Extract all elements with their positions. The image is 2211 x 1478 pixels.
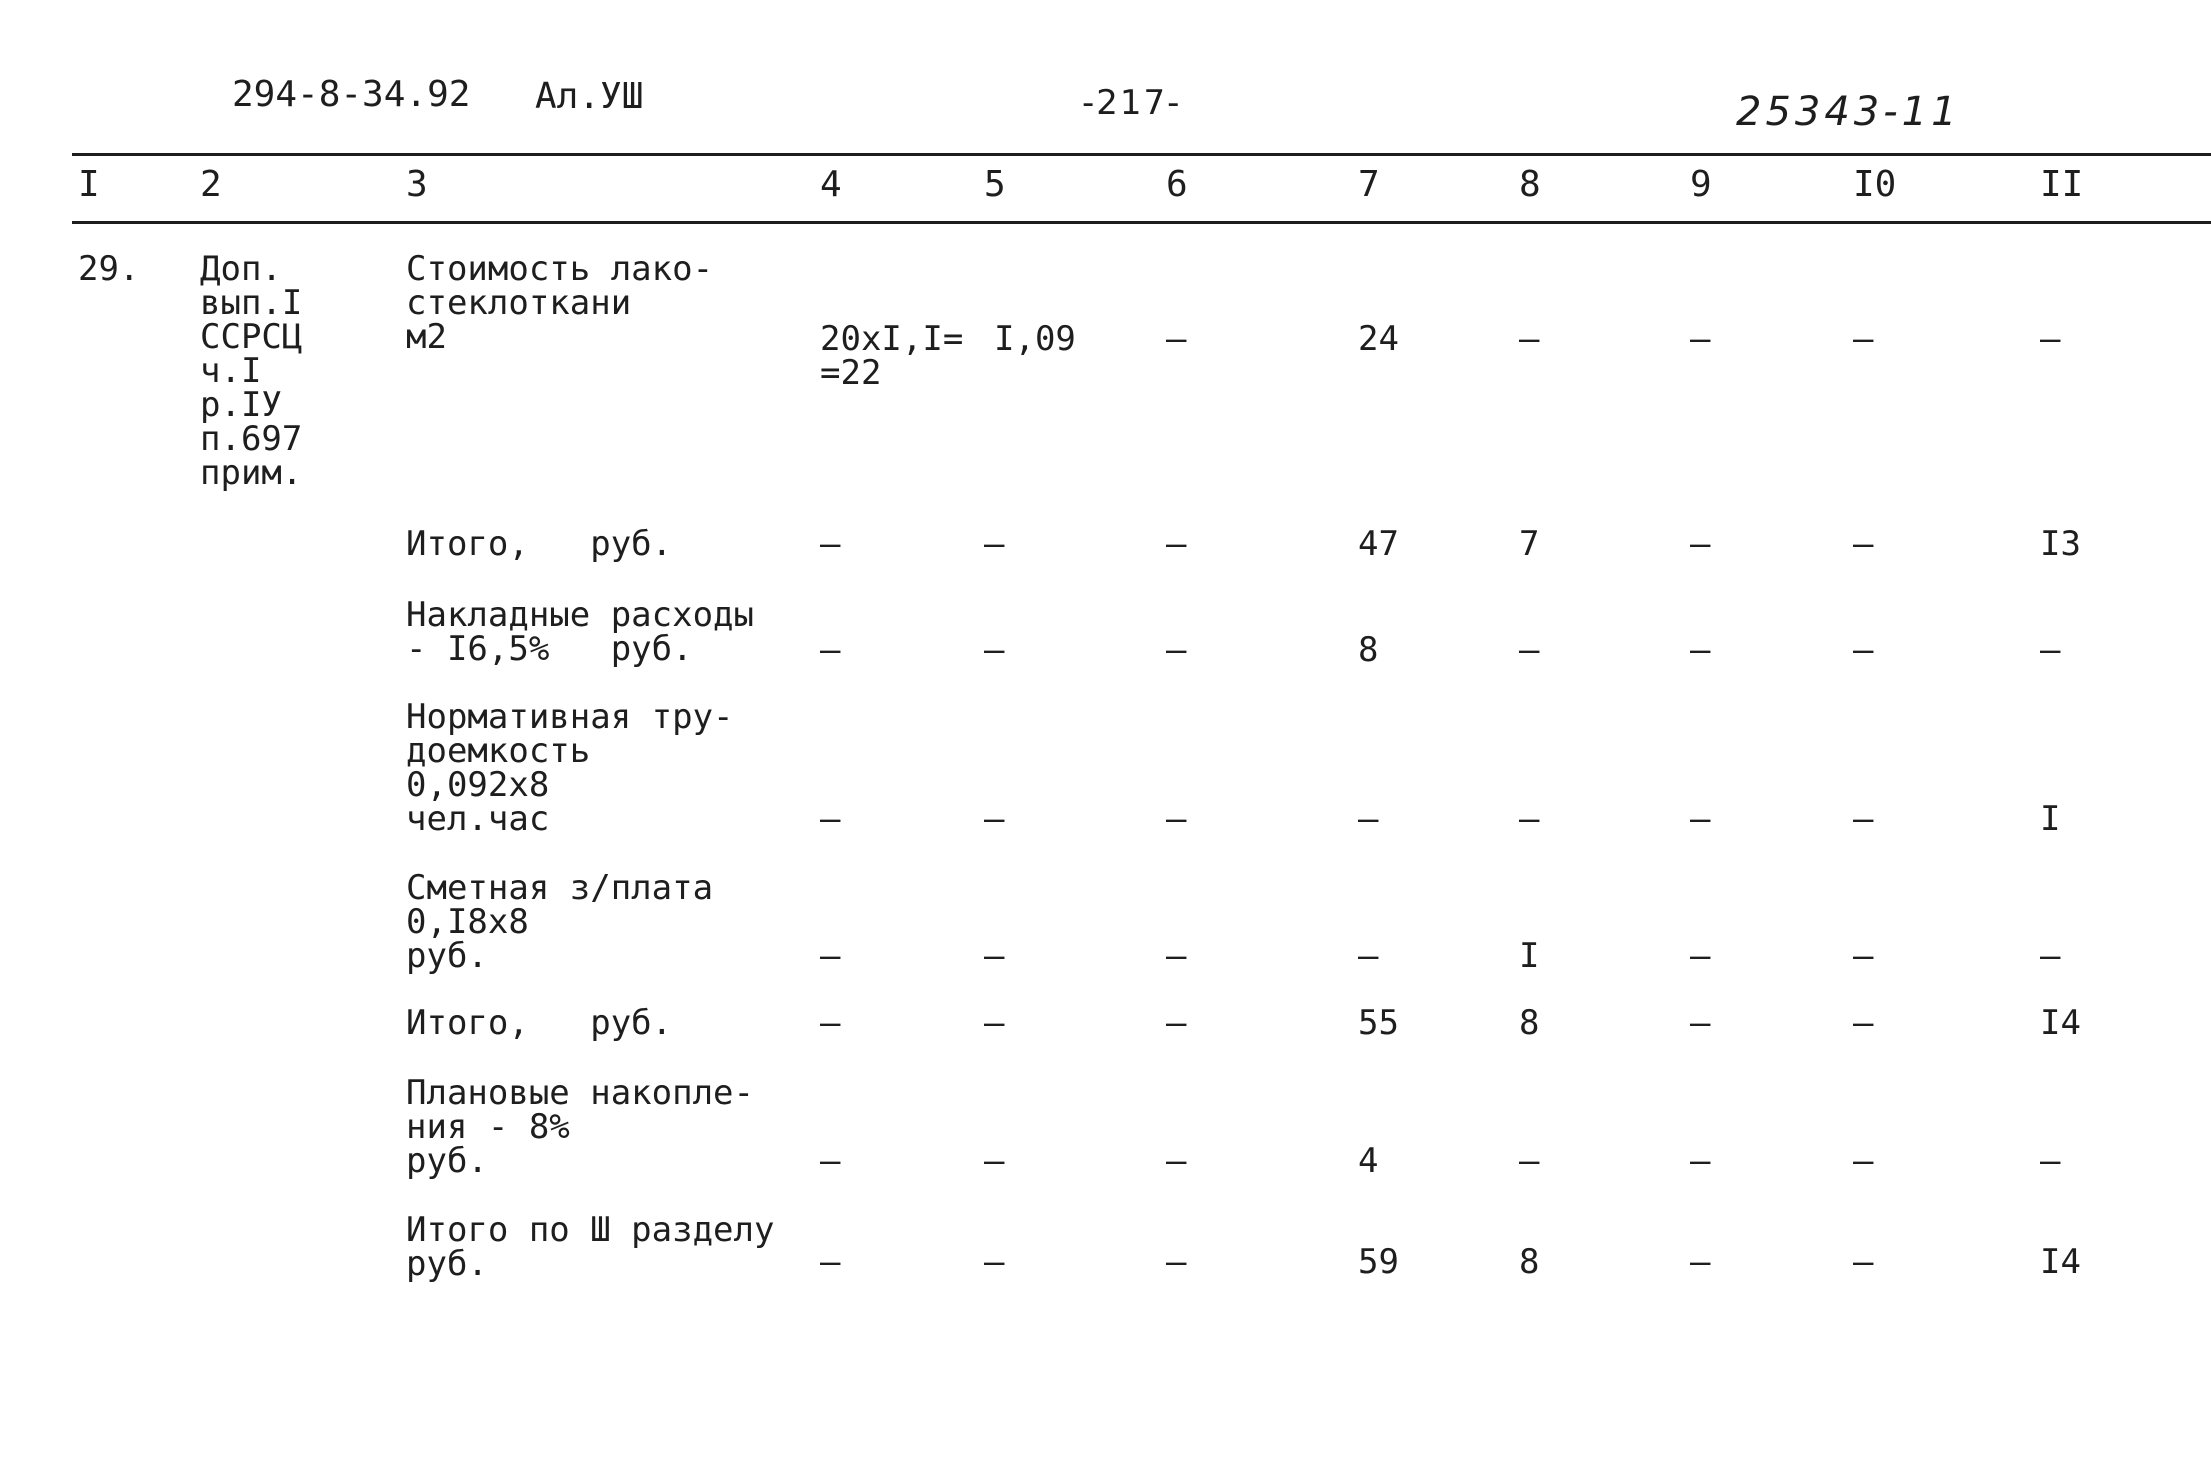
cell-col10: – — [1853, 1141, 1874, 1181]
cell-col10: – — [1853, 799, 1874, 839]
cell-col5: – — [984, 524, 1005, 564]
cell-col4: – — [820, 936, 841, 976]
row-description: Плановые накопле- ния - 8% руб. — [406, 1073, 754, 1181]
cell-col4: – — [820, 524, 841, 564]
cell-col4: – — [820, 1003, 841, 1043]
row-description: Итого, руб. — [406, 524, 673, 564]
cell-col8: 8 — [1519, 1242, 1540, 1282]
cell-col11: – — [2040, 630, 2061, 670]
cell-col10: – — [1853, 1242, 1874, 1282]
cell-col11: I4 — [2040, 1242, 2081, 1282]
cell-col6: – — [1166, 1003, 1187, 1043]
cell-col10: – — [1853, 936, 1874, 976]
cell-col7: 8 — [1358, 630, 1379, 670]
item-reference: Доп. вып.I ССРСЦ ч.I р.IУ п.697 прим. — [200, 249, 303, 493]
cell-col10: – — [1853, 319, 1874, 359]
row-description: Итого по Ш разделу руб. — [406, 1210, 775, 1284]
cell-col7: – — [1358, 936, 1379, 976]
cell-col7: 59 — [1358, 1242, 1399, 1282]
cell-col9: – — [1690, 936, 1711, 976]
cell-col9: – — [1690, 524, 1711, 564]
column-header: 2 — [200, 164, 222, 205]
cell-col8: – — [1519, 799, 1540, 839]
cell-col10: – — [1853, 524, 1874, 564]
cell-col5: – — [984, 936, 1005, 976]
cell-col6: – — [1166, 1141, 1187, 1181]
cell-col7: 24 — [1358, 319, 1399, 359]
cell-col8: 8 — [1519, 1003, 1540, 1043]
cell-col9: – — [1690, 1141, 1711, 1181]
cell-col6: – — [1166, 1242, 1187, 1282]
cell-col6: – — [1166, 524, 1187, 564]
row-description: Нормативная тру- доемкость 0,092х8 чел.час — [406, 697, 734, 839]
cell-col11: I3 — [2040, 524, 2081, 564]
cell-col11: – — [2040, 319, 2061, 359]
column-header: 3 — [406, 164, 428, 205]
document-number: 25343-11 — [1736, 89, 1961, 135]
cell-col11: I — [2040, 799, 2061, 839]
column-header: I — [78, 164, 100, 205]
row-description: Стоимость лако- стеклоткани м2 — [406, 249, 714, 357]
cell-col8: – — [1519, 630, 1540, 670]
document-code: 294-8-34.92 — [232, 74, 471, 115]
cell-col7: 47 — [1358, 524, 1399, 564]
cell-col4: – — [820, 630, 841, 670]
cell-col10: – — [1853, 1003, 1874, 1043]
cell-col11: – — [2040, 936, 2061, 976]
cell-col8: – — [1519, 1141, 1540, 1181]
cell-col11: I4 — [2040, 1003, 2081, 1043]
album-label: Ал.УШ — [535, 76, 644, 117]
cell-col4: – — [820, 799, 841, 839]
cell-col9: – — [1690, 799, 1711, 839]
cell-col7: 55 — [1358, 1003, 1399, 1043]
cell-col11: – — [2040, 1141, 2061, 1181]
column-header: II — [2040, 164, 2084, 205]
cell-col5: – — [984, 1003, 1005, 1043]
column-header: 6 — [1166, 164, 1188, 205]
cell-col9: – — [1690, 630, 1711, 670]
column-header: 7 — [1358, 164, 1380, 205]
cell-col8: 7 — [1519, 524, 1540, 564]
cell-col6: – — [1166, 630, 1187, 670]
cell-col7: – — [1358, 799, 1379, 839]
item-number: 29. — [78, 249, 140, 289]
cell-col7: 4 — [1358, 1141, 1379, 1181]
cell-col5: – — [984, 630, 1005, 670]
table-top-rule — [72, 153, 2211, 156]
page-number: -217- — [1082, 83, 1182, 123]
cell-col5: – — [984, 799, 1005, 839]
cell-col9: – — [1690, 319, 1711, 359]
table-header-rule — [72, 221, 2211, 224]
cell-col10: – — [1853, 630, 1874, 670]
cell-col4: – — [820, 1242, 841, 1282]
cell-col6: – — [1166, 936, 1187, 976]
cell-col5: – — [984, 1242, 1005, 1282]
column-header: I0 — [1853, 164, 1897, 205]
cell-col8: – — [1519, 319, 1540, 359]
cell-col4: – — [820, 1141, 841, 1181]
column-header: 8 — [1519, 164, 1541, 205]
cell-col8: I — [1519, 936, 1540, 976]
cell-col9: – — [1690, 1003, 1711, 1043]
row-description: Сметная з/плата 0,I8х8 руб. — [406, 868, 714, 976]
column-header: 4 — [820, 164, 842, 205]
row-description: Итого, руб. — [406, 1003, 673, 1043]
cell-col6: – — [1166, 319, 1187, 359]
cell-col4: 20хI,I= =22 — [820, 319, 964, 393]
cell-col6: – — [1166, 799, 1187, 839]
cell-col5: – — [984, 1141, 1005, 1181]
row-description: Накладные расходы - I6,5% руб. — [406, 595, 754, 669]
column-header: 5 — [984, 164, 1006, 205]
cell-col5: I,09 — [994, 319, 1076, 359]
cell-col9: – — [1690, 1242, 1711, 1282]
column-header: 9 — [1690, 164, 1712, 205]
